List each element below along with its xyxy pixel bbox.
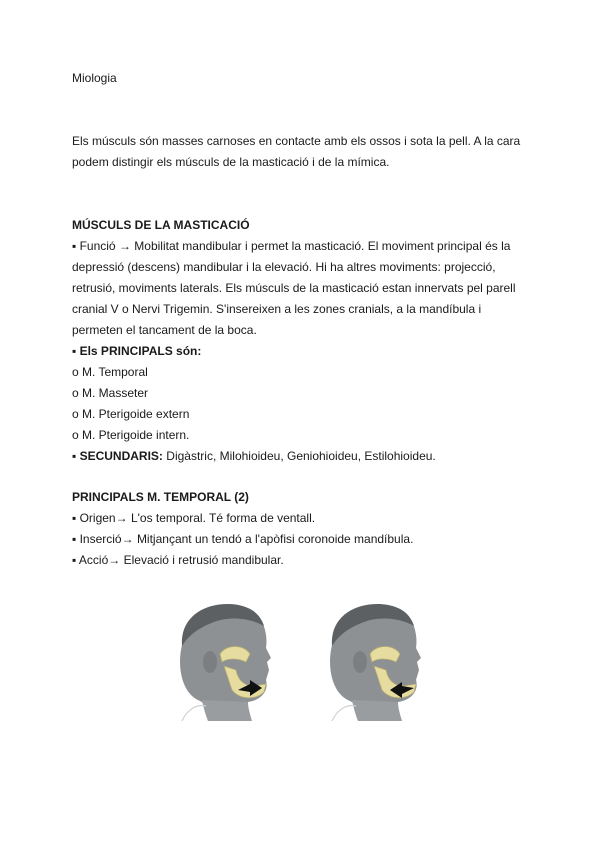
head-illustration-right xyxy=(330,604,421,721)
principal-item: o M. Temporal xyxy=(72,365,148,379)
temporal-item-accio: ▪ Acció→ Elevació i retrusió mandibular. xyxy=(72,553,284,567)
funcio-line-5: permeten el tancament de la boca. xyxy=(72,323,257,337)
principal-item: o M. Masseter xyxy=(72,386,149,400)
secundaris-line xyxy=(72,446,436,467)
section-heading-temporal: PRINCIPALS M. TEMPORAL (2) xyxy=(72,490,249,504)
funcio-line-4: cranial V o Nervi Trigemin. S'insereixen a les zones cranials, a la mandíbula i xyxy=(72,302,482,316)
section-heading-masticacio: MÚSCULS DE LA MASTICACIÓ xyxy=(72,218,250,232)
intro-line-2: podem distingir els músculs de la masticació i de la mímica. xyxy=(72,155,390,169)
head-illustration-left xyxy=(180,604,271,721)
principal-item: o M. Pterigoide extern xyxy=(72,407,190,421)
funcio-line-3: retrusió, moviments laterals. Els músculs de la masticació estan innervats pel parell xyxy=(72,281,516,295)
doc-title: Miologia xyxy=(72,71,117,85)
funcio-line-1: ▪ Funció → Mobilitat mandibular i permet la masticació. El moviment principal és la xyxy=(72,239,511,253)
secundaris-text: Digàstric, Milohioideu, Geniohioideu, Estilohioideu. xyxy=(162,449,436,463)
principal-item: o M. Pterigoide intern. xyxy=(72,428,190,442)
principals-label: ▪ Els PRINCIPALS són: xyxy=(72,344,202,358)
funcio-line-2: depressió (descens) mandibular i la elevació. Hi ha altres moviments: projecció, xyxy=(72,260,496,274)
intro-line-1: Els músculs són masses carnoses en contacte amb els ossos i sota la pell. A la cara xyxy=(72,134,521,148)
temporal-item-origen: ▪ Origen→ L'os temporal. Té forma de ventall. xyxy=(72,511,316,525)
jaw-movement-illustration xyxy=(170,596,440,721)
temporal-item-insercio: ▪ Inserció→ Mitjançant un tendó a l'apòfisi coronoide mandíbula. xyxy=(72,532,414,546)
secundaris-label: ▪ SECUNDARIS: xyxy=(72,449,163,463)
